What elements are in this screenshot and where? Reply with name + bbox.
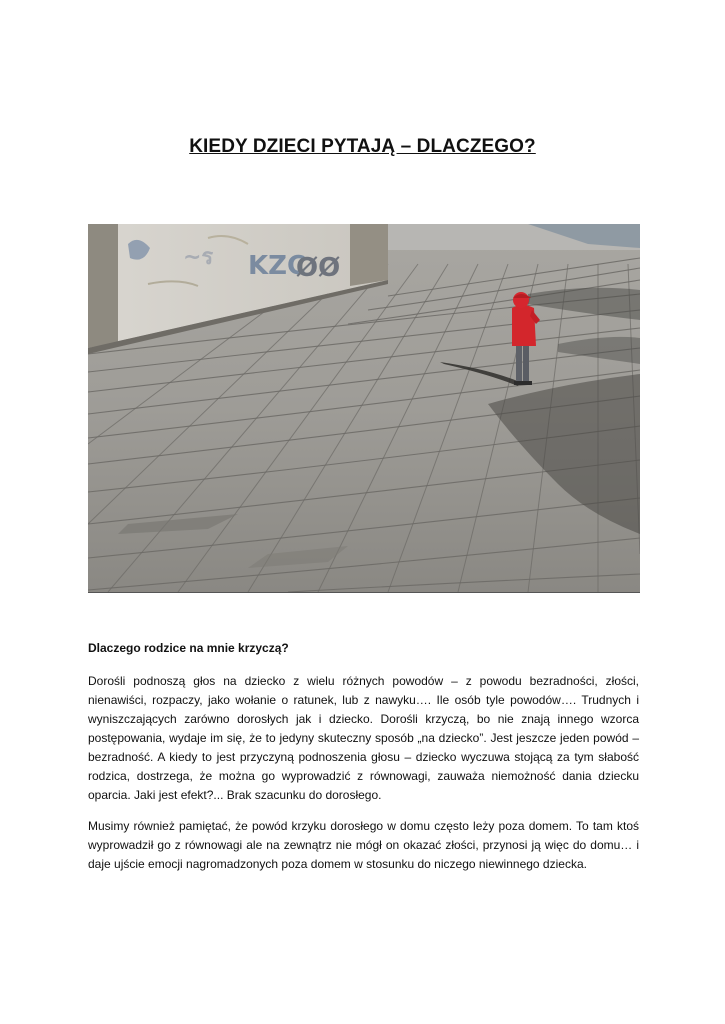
paragraph: Dorośli podnoszą głos na dziecko z wielu różnych powodów – z powodu bezradności, złości, nienawiści, rozpaczy, jako wołanie o ratunek, lub z nawyku…. Ile osób tyle powodów…. Trudnych i wyniszczających zarówno dorosłych jak i dziecko. Dorośli krzyczą, bo nie znają innego wzorca postępowania, wydaje im się, że to jedyny skuteczny sposób „na dziecko”. Jest jeszcze jeden powód – bezradność. A kiedy to jest przyczyną podnoszenia głosu – dziecko wyczuwa stojącą za tym słabość rodzica, dostrzega, że można go wyprowadzić z równowagi, zauważa niemożność dania dziecku oparcia. Jaki jest efekt?... Brak szacunku do dorosłego.: [88, 674, 639, 802]
paragraph: Musimy również pamiętać, że powód krzyku dorosłego w domu często leży poza domem. To tam ktoś wyprowadził go z równowagi ale na zewnątrz nie mógł on okazać złości, przynosi ją więc do domu… i daje ujście emocji nagromadzonych poza domem w stosunku do niczego niewinnego dziecka.: [88, 819, 639, 871]
photo-child-on-pavement: [88, 224, 640, 593]
svg-text:KZC: KZC: [248, 251, 307, 281]
section-heading: Dlaczego rodzice na mnie krzyczą?: [88, 641, 289, 655]
svg-text:~ร: ~ร: [183, 245, 214, 270]
page-title: KIEDY DZIECI PYTAJĄ – DLACZEGO?: [189, 136, 536, 157]
svg-text:ØØ: ØØ: [296, 253, 341, 283]
